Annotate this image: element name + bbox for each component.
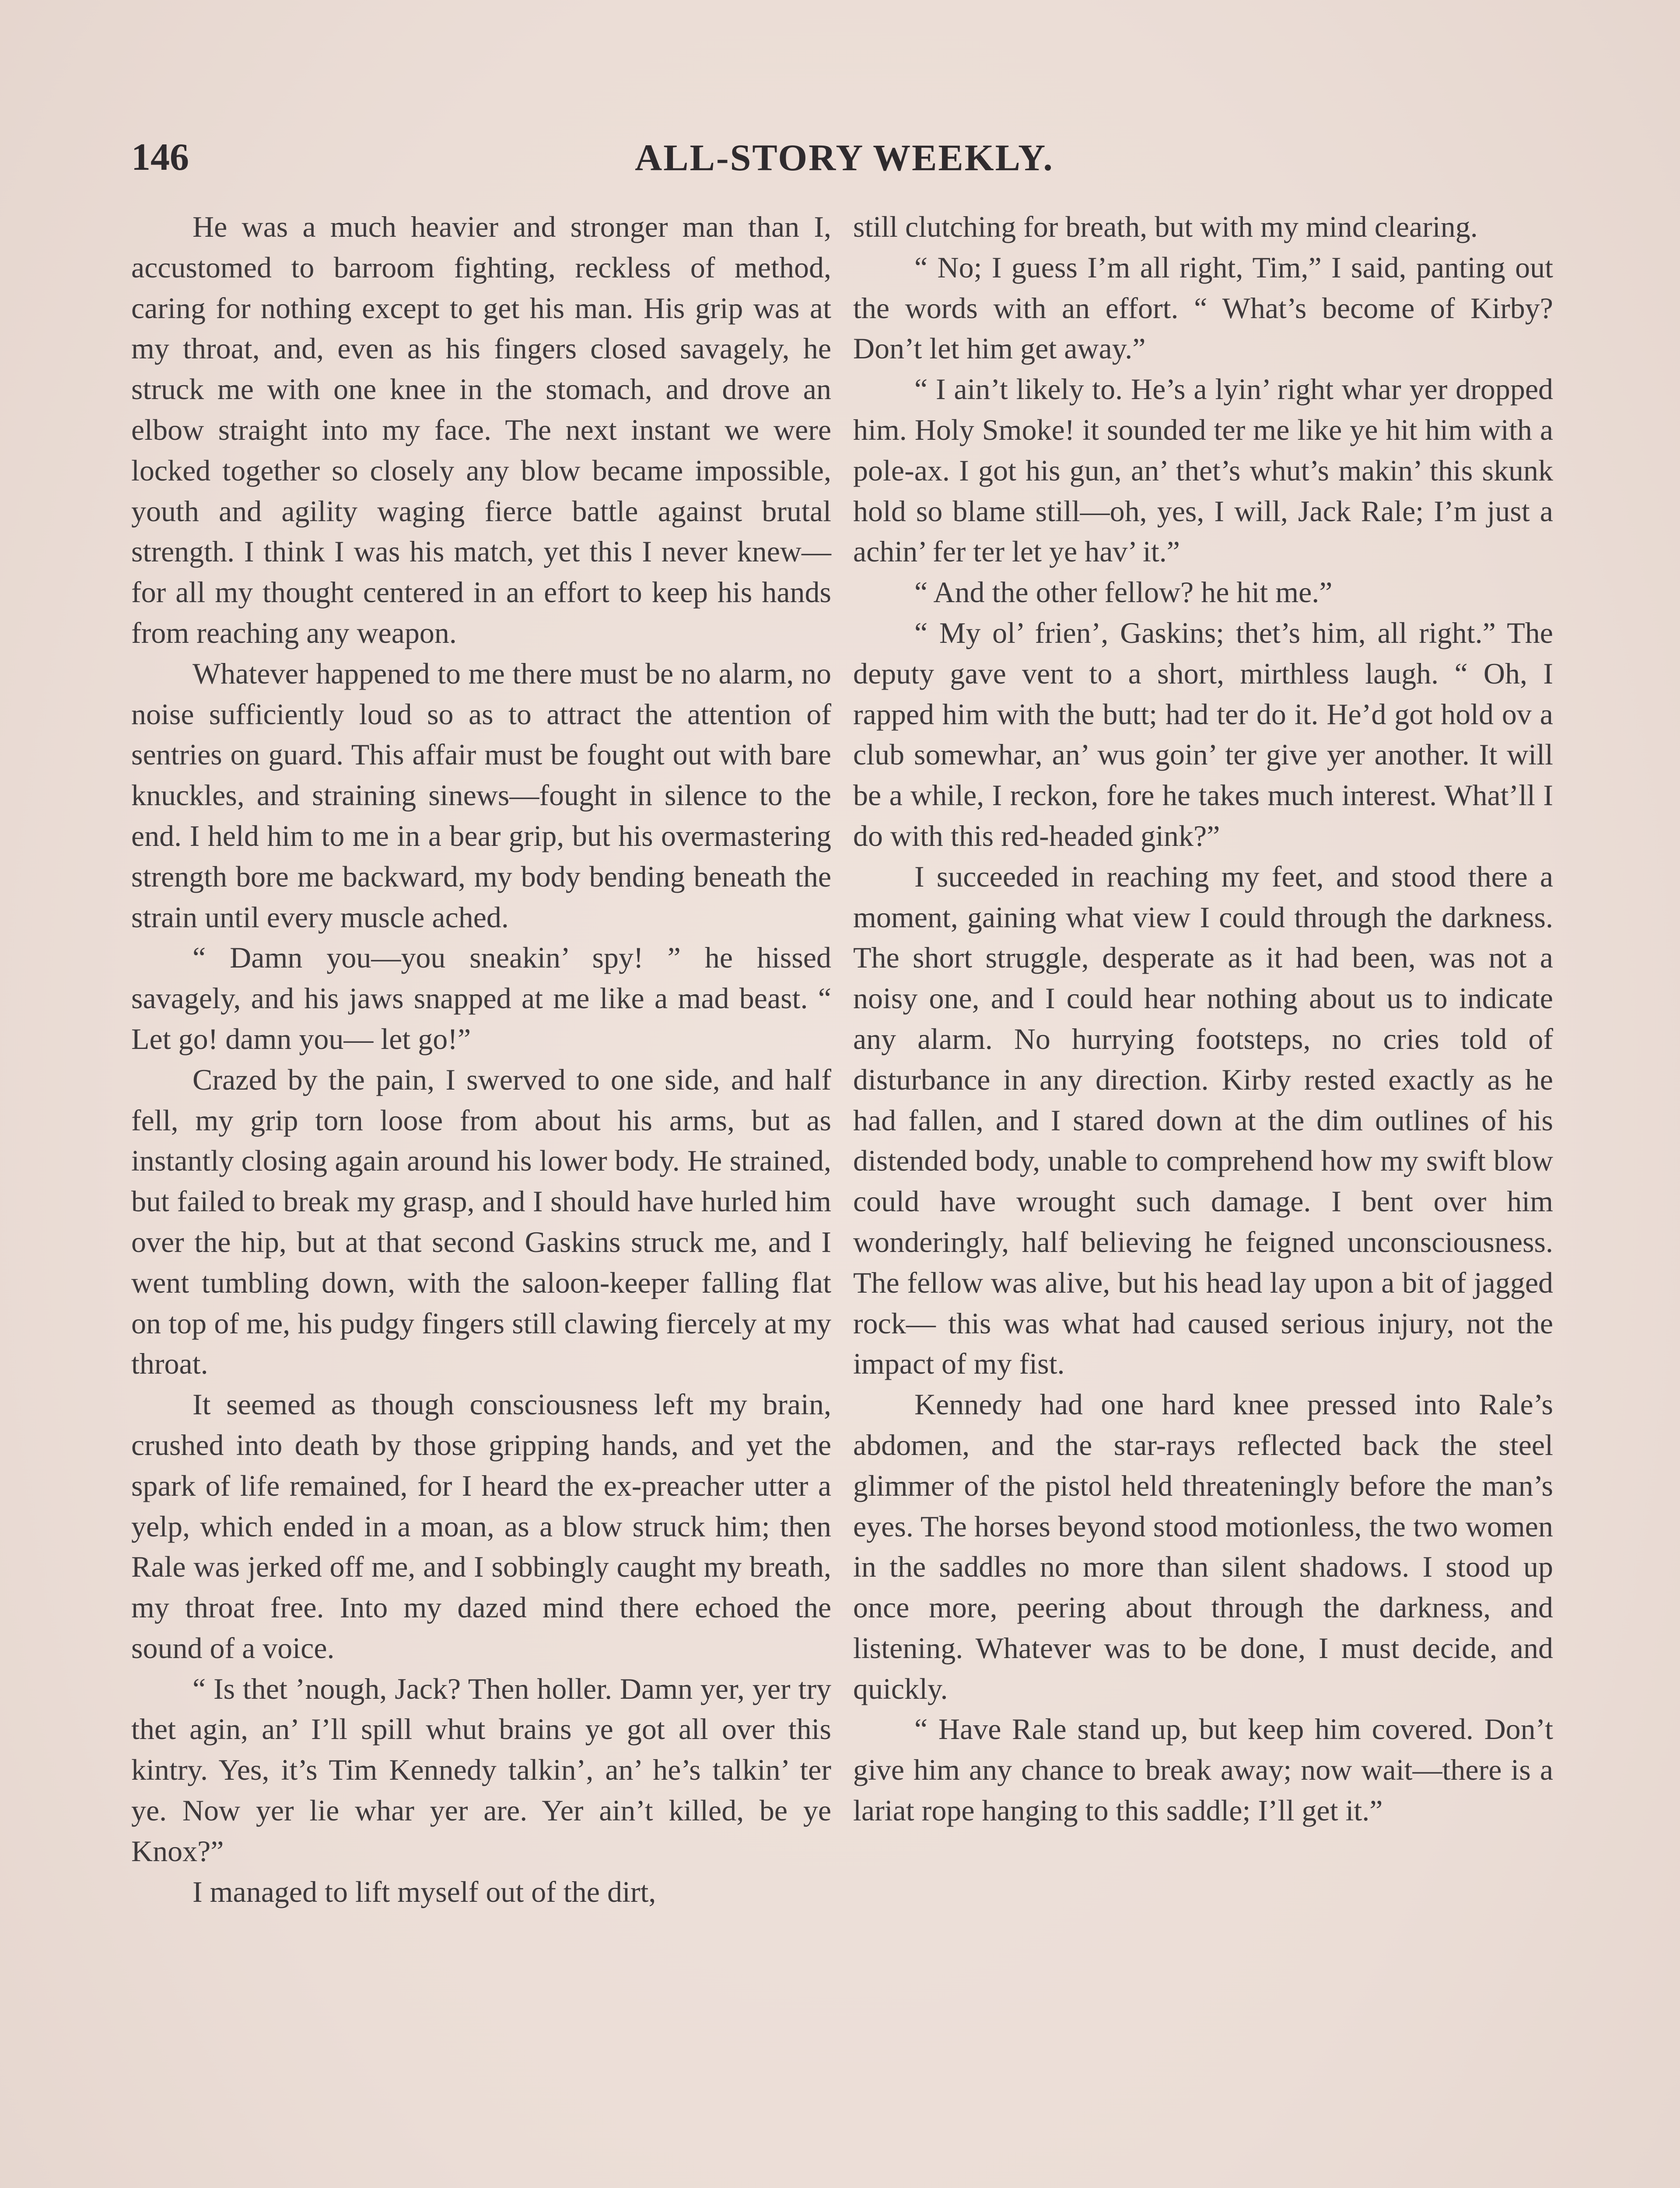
left-column <box>131 207 831 1912</box>
paragraph: “ No; I guess I’m all right, Tim,” I said, panting out the words with an effort. “ What’s become of Kirby? Don’t let him get away.” <box>853 250 1553 365</box>
page-number: 146 <box>131 136 189 179</box>
paragraph: “ I ain’t likely to. He’s a lyin’ right whar yer dropped him. Holy Smoke! it sounded ter me like ye hit him with a pole-ax. I got his gun, an’ thet’s whut’s makin’ this skunk hold so blame still—oh, yes, I will, Jack Rale; I’m just a achin’ fer ter let ye hav’ it.” <box>853 372 1553 568</box>
paragraph: He was a much heavier and stronger man than I, accustomed to barroom fighting, reckless of method, caring for nothing except to get his man. His grip was at my throat, and, even as his fingers closed savagely, he struck me with one knee in the stomach, and drove an elbow straight into my face. The next instant we were locked together so closely any blow became impossible, youth and agility waging fierce battle against brutal strength. I think I was his match, yet this I never knew—for all my thought centered in an effort to keep his hands from reaching any weapon. <box>131 210 831 649</box>
paragraph: I succeeded in reaching my feet, and stood there a moment, gaining what view I could through the darkness. The short struggle, desperate as it had been, was not a noisy one, and I could hear nothing about us to indicate any alarm. No hurrying footsteps, no cries told of disturbance in any direction. Kirby rested exactly as he had fallen, and I stared down at the dim outlines of his distended body, unable to comprehend how my swift blow could have wrought such damage. I bent over him wonderingly, half believing he feigned unconsciousness. The fellow was alive, but his head lay upon a bit of jagged rock— this was what had caused serious injury, not the impact of my fist. <box>853 859 1553 1381</box>
paragraph: “ Damn you—you sneakin’ spy! ” he hissed savagely, and his jaws snapped at me like a mad beast. “ Let go! damn you— let go!” <box>131 941 831 1055</box>
paragraph: Crazed by the pain, I swerved to one side, and half fell, my grip torn loose from about his arms, but as instantly closing again around his lower body. He strained, but failed to break my grasp, and I should have hurled him over the hip, but at that second Gaskins struck me, and I went tumbling down, with the saloon-keeper falling flat on top of me, his pudgy fingers still clawing fiercely at my throat. <box>131 1062 831 1381</box>
paragraph: I managed to lift myself out of the dirt, <box>192 1875 656 1908</box>
paragraph: “ And the other fellow? he hit me.” <box>914 575 1333 609</box>
paragraph: It seemed as though consciousness left my brain, crushed into death by those gripping hands, and yet the spark of life remained, for I heard the ex-preacher utter a yelp, which ended in a moan, as a blow struck him; then Rale was jerked off me, and I sobbingly caught my breath, my throat free. Into my dazed mind there echoed the sound of a voice. <box>131 1388 831 1665</box>
paragraph: Kennedy had one hard knee pressed into Rale’s abdomen, and the star-rays reflected back the steel glimmer of the pistol held threateningly before the man’s eyes. The horses beyond stood motionless, the two women in the saddles no more than silent shadows. I stood up once more, peering about through the darkness, and listening. Whatever was to be done, I must decide, and quickly. <box>853 1388 1553 1705</box>
text-columns <box>0 207 1680 2188</box>
paragraph: “ My ol’ frien’, Gaskins; thet’s him, all right.” The deputy gave vent to a short, mirthless laugh. “ Oh, I rapped him with the butt; had ter do it. He’d got hold ov a club somewhar, an’ wus goin’ ter give yer another. It will be a while, I reckon, fore he takes much interest. What’ll I do with this red-headed gink?” <box>853 616 1553 852</box>
right-column <box>853 207 1553 1831</box>
running-head: ALL-STORY WEEKLY. <box>635 137 1054 179</box>
paragraph: “ Have Rale stand up, but keep him covered. Don’t give him any chance to break away; now wait—there is a lariat rope hanging to this saddle; I’ll get it.” <box>853 1712 1553 1827</box>
paragraph: “ Is thet ’nough, Jack? Then holler. Damn yer, yer try thet agin, an’ I’ll spill whut brains ye got all over this kintry. Yes, it’s Tim Kennedy talkin’, an’ he’s talkin’ ter ye. Now yer lie whar yer are. Yer ain’t killed, be ye Knox?” <box>131 1672 831 1868</box>
paragraph: Whatever happened to me there must be no alarm, no noise sufficiently loud so as to attract the attention of sentries on guard. This affair must be fought out with bare knuckles, and straining sinews—fought in silence to the end. I held him to me in a bear grip, but his overmastering strength bore me backward, my body bending beneath the strain until every muscle ached. <box>131 656 831 934</box>
paragraph-continued: still clutching for breath, but with my mind clearing. <box>853 210 1478 243</box>
page-header <box>131 131 1558 184</box>
